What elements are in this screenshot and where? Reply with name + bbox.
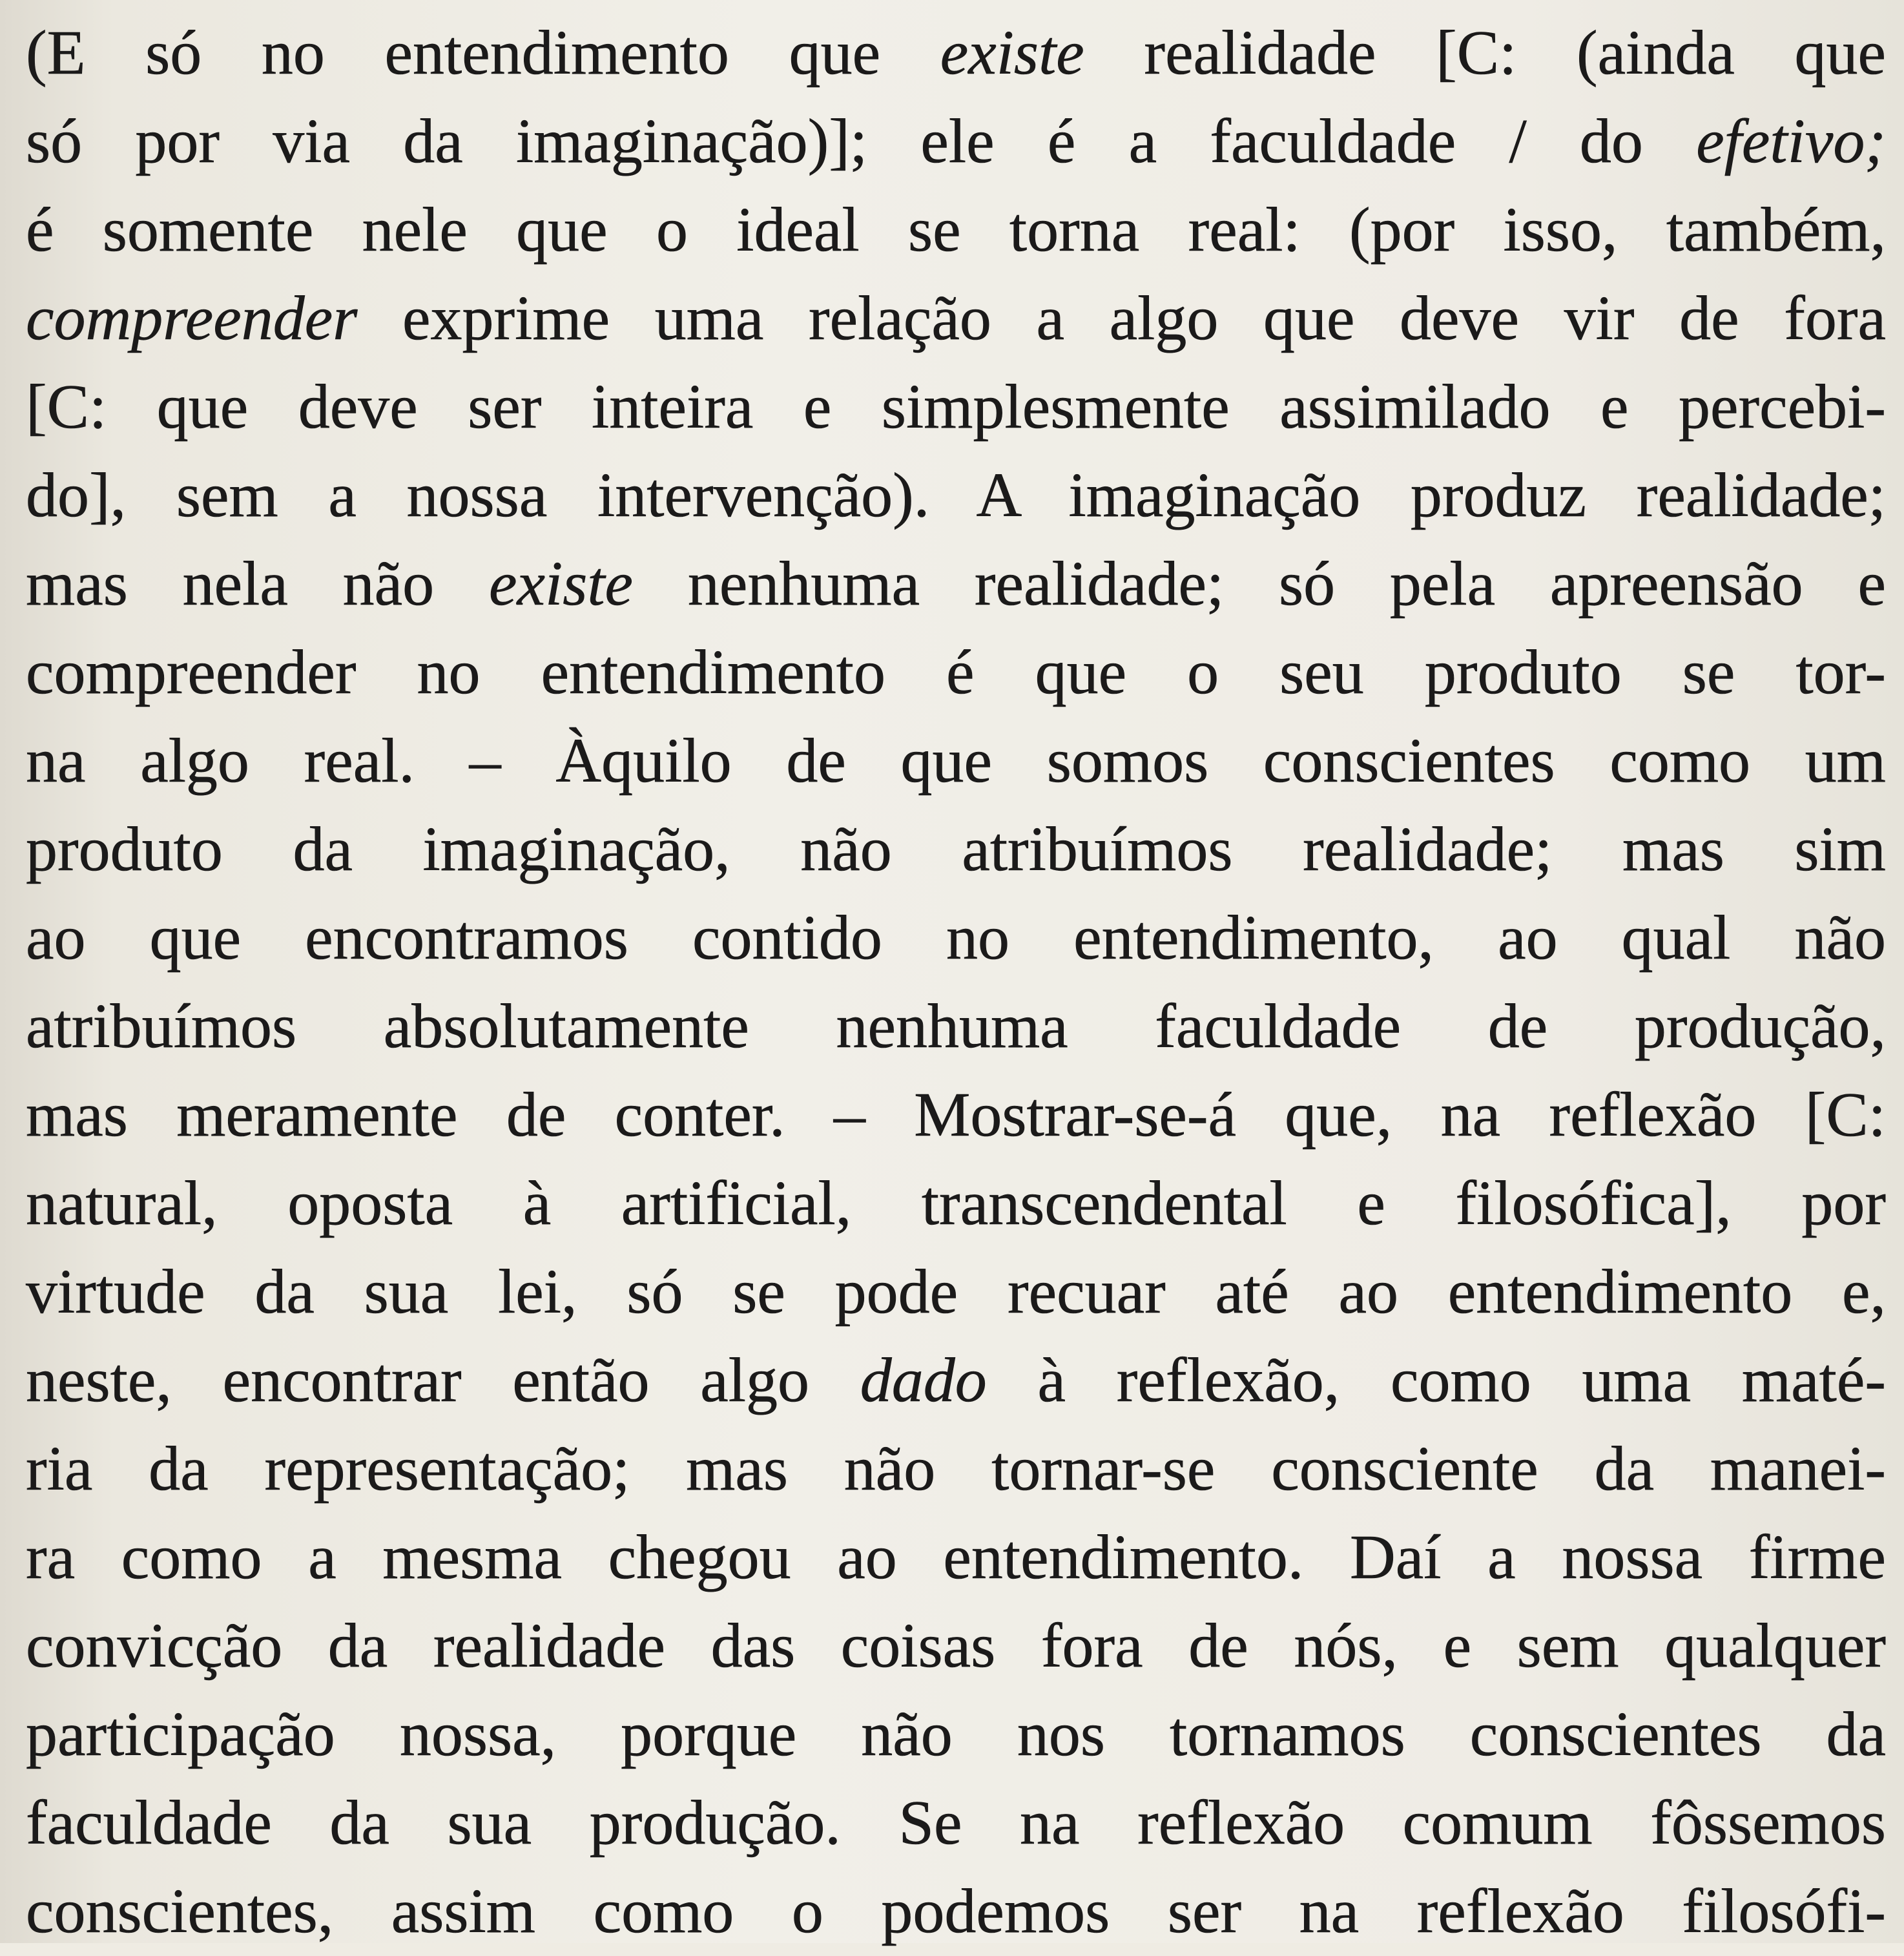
text-line [26,894,1886,983]
text-run: exprime uma relação a algo que deve vir de fora [357,284,1886,353]
text-line [26,9,1886,98]
text-run: à reflexão, como uma maté- [986,1346,1886,1415]
italic-run: efetivo; [1696,107,1886,176]
text-run: mas nela não [26,549,489,619]
text-run: atribuímos absolutamente nenhuma faculdade de produção, [26,992,1886,1061]
text-line [26,1071,1886,1160]
text-run: (E só no entendimento que [26,18,940,88]
text-line [26,363,1886,452]
text-run: conscientes, assim como o podemos ser na reflexão filosófi- [26,1877,1886,1946]
text-line [26,1425,1886,1514]
text-run: é somente nele que o ideal se torna real: (por isso, também, [26,195,1886,265]
text-run: ao que encontramos contido no entendimento, ao qual não [26,903,1886,973]
text-line [26,1779,1886,1868]
text-line [26,1602,1886,1691]
text-line [26,186,1886,275]
text-run: compreender no entendimento é que o seu produto se tor- [26,638,1886,707]
text-run: neste, encontrar então algo [26,1346,860,1415]
text-run: participação nossa, porque não nos tornamos conscientes da [26,1700,1886,1769]
text-run: virtude da sua lei, só se pode recuar até ao entendimento e, [26,1257,1886,1327]
text-line [26,1514,1886,1602]
italic-run: compreender [26,284,358,353]
text-run: ra como a mesma chegou ao entendimento. Daí a nossa firme [26,1523,1886,1592]
text-line [26,629,1886,717]
text-run: faculdade da sua produção. Se na reflexão comum fôssemos [26,1788,1886,1858]
text-line [26,1868,1886,1956]
text-run: só por via da imaginação)]; ele é a faculdade / do [26,107,1697,176]
text-run: ria da representação; mas não tornar-se consciente da manei- [26,1434,1886,1504]
text-run: [C: que deve ser inteira e simplesmente assimilado e percebi- [26,372,1886,442]
body-text [26,9,1886,1956]
text-line [26,1160,1886,1248]
italic-run: existe [940,18,1084,88]
text-run: produto da imaginação, não atribuímos realidade; mas sim [26,815,1886,884]
italic-run: dado [860,1346,987,1415]
text-run: natural, oposta à artificial, transcendental e filosófica], por [26,1169,1886,1238]
text-run: convicção da realidade das coisas fora de nós, e sem qualquer [26,1611,1886,1681]
text-line [26,275,1886,363]
text-line [26,540,1886,629]
text-line [26,98,1886,186]
text-line [26,717,1886,806]
text-line [26,1337,1886,1425]
text-line [26,983,1886,1071]
italic-run: existe [488,549,634,619]
text-run: mas meramente de conter. – Mostrar-se-á que, na reflexão [C: [26,1080,1886,1150]
text-run: realidade [C: (ainda que [1084,18,1886,88]
text-line [26,1691,1886,1779]
text-run: na algo real. – Àquilo de que somos conscientes como um [26,726,1886,796]
text-run: do], sem a nossa intervenção). A imaginação produz realidade; [26,461,1886,530]
text-line [26,806,1886,894]
text-run: nenhuma realidade; só pela apreensão e [633,549,1886,619]
text-line [26,1248,1886,1337]
text-line [26,452,1886,540]
